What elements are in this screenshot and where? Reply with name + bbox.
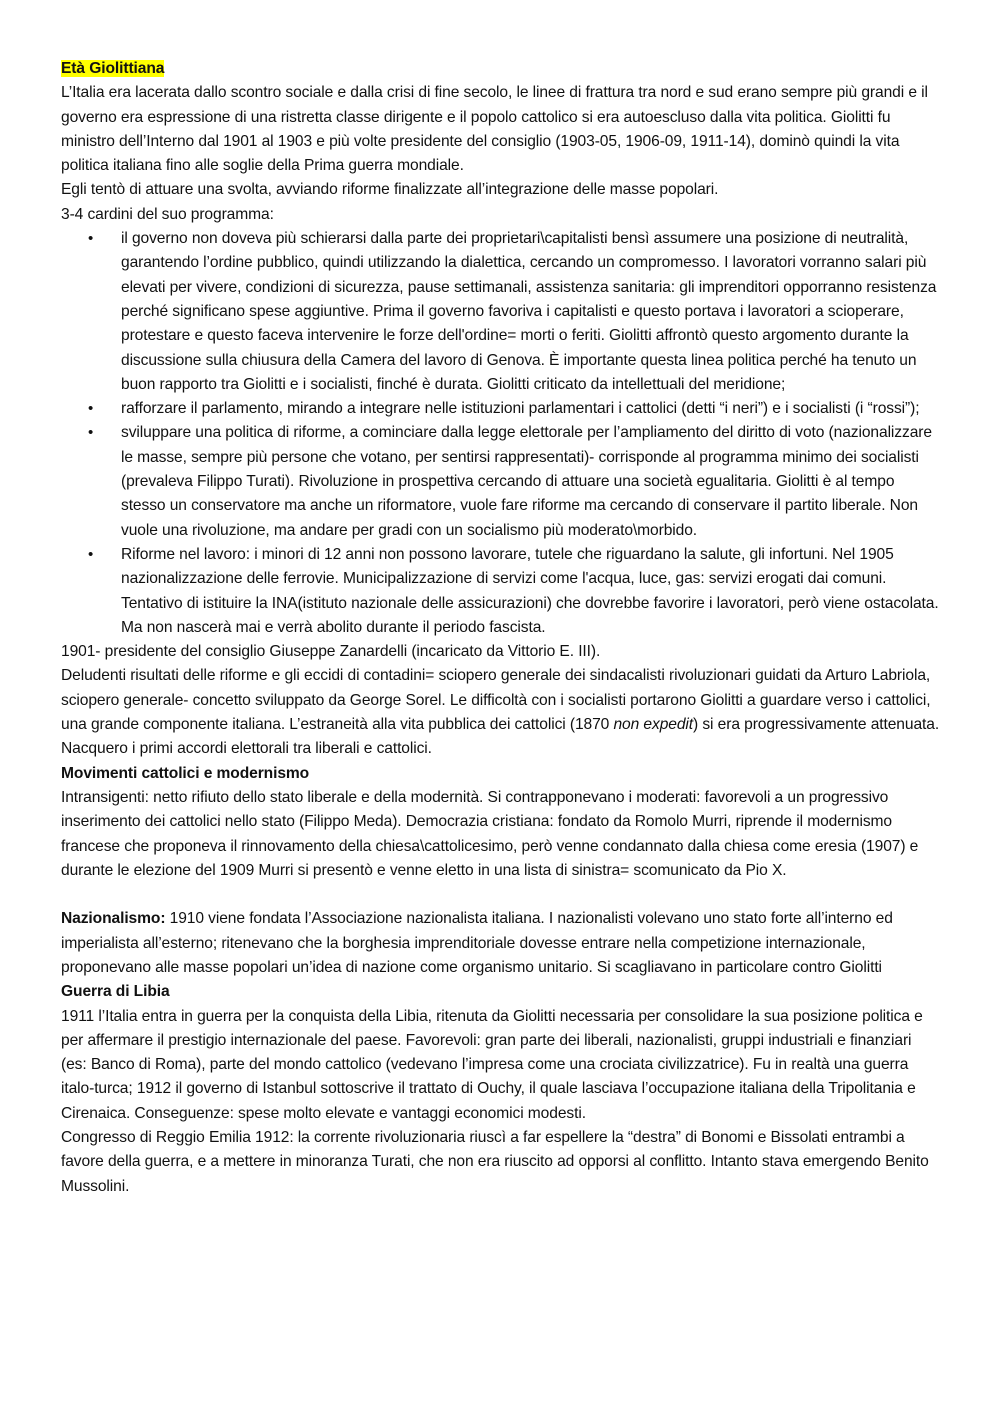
intro-paragraph-1: L’Italia era lacerata dallo scontro sociale e dalla crisi di fine secolo, le linee di frattura tra nord e sud erano sempre più grandi e il governo era espressione di una ristretta classe dirigente e il popolo cattolico si era autoescluso dalla vita politica. Giolitti fu ministro dell’Interno dal 1901 al 1903 e più volte presidente del consiglio (1903-05, 1906-09, 1911-14), dominò quindi la vita politica italiana fino alle soglie della Prima guerra mondiale. bbox=[61, 84, 928, 175]
nazionalismo-paragraph bbox=[61, 907, 941, 980]
blank-line bbox=[61, 883, 941, 907]
list-item bbox=[61, 397, 941, 421]
list-item-text: sviluppare una politica di riforme, a cominciare dalla legge elettorale per l’ampliamento del diritto di voto (nazionalizzare le masse, sempre più persone che votano, per sentirsi rappresentati)- corrisponde al programma minimo dei socialisti (prevaleva Filippo Turati). Rivoluzione in prospettiva cercando di attuare una società egualitaria. Giolitti è al tempo stesso un conservatore ma anche un riformatore, vuole fare riforme ma cercando di conservare il partito liberale. Non vuole una rivoluzione, ma andare per gradi con un socialismo più moderato\morbido. bbox=[121, 424, 932, 539]
title-highlight: Età Giolittiana bbox=[61, 60, 165, 77]
cardini-intro: 3-4 cardini del suo programma: bbox=[61, 205, 274, 223]
bullet-icon: • bbox=[88, 424, 94, 442]
deludenti-text-end: ) si era progressivamente attenuata. Nacquero i primi accordi elettorali tra liberali e cattolici. bbox=[61, 716, 940, 758]
movimenti-heading: Movimenti cattolici e modernismo bbox=[61, 764, 310, 782]
list-item-text: il governo non doveva più schierarsi dalla parte dei proprietari\capitalisti bensì assumere una posizione di neutralità, garantendo l’ordine pubblico, quindi utilizzando la dialettica, cercando un compromesso. I lavoratori vorranno salari più elevati per vivere, condizioni di sicurezza, pause settimanali, assistenza sanitaria: gli imprenditori opporranno resistenza perché significano spese aggiuntive. Prima il governo favoriva i capitalisti e questo portava i lavoratori a scioperare, protestare e questo faceva intervenire le forze dell'ordine= morti o feriti. Giolitti affrontò questo argomento durante la discussione sulla chiusura della Camera del lavoro di Genova. È importante questa linea politica perché ha tenuto un buon rapporto tra Giolitti e i socialisti, finché è durata. Giolitti criticato da intellettuali del meridione; bbox=[121, 230, 937, 393]
list-item-text: rafforzare il parlamento, mirando a integrare nelle istituzioni parlamentari i cattolici (detti “i neri”) e i socialisti (i “rossi”); bbox=[121, 400, 920, 418]
zanardelli-line: 1901- presidente del consiglio Giuseppe Zanardelli (incaricato da Vittorio E. III). bbox=[61, 643, 601, 661]
non-expedit-italic: non expedit bbox=[613, 716, 694, 734]
list-item bbox=[61, 543, 941, 640]
list-item bbox=[61, 421, 941, 542]
libia-paragraph: 1911 l’Italia entra in guerra per la conquista della Libia, ritenuta da Giolitti necessaria per consolidare la sua posizione politica e per affermare il prestigio internazionale del paese. Favorevoli: gran parte dei liberali, nazionalisti, gruppi industriali e finanziari (es: Banco di Roma), parte del mondo cattolico (vedevano l’impresa come una crociata civilizzatrice). Fu in realtà una guerra italo-turca; 1912 il governo di Istanbul sottoscrive il trattato di Ouchy, il quale lasciava l’occupazione italiana della Tripolitania e Cirenaica. Conseguenze: spese molto elevate e vantaggi economici modesti. bbox=[61, 1007, 923, 1122]
bullet-icon: • bbox=[88, 230, 94, 248]
deludenti-paragraph bbox=[61, 664, 941, 761]
movimenti-paragraph: Intransigenti: netto rifiuto dello stato liberale e della modernità. Si contrapponevano i moderati: favorevoli a un progressivo inserimento dei cattolici nello stato (Filippo Meda). Democrazia cristiana: fondato da Romolo Murri, riprende il modernismo francese che proponeva il rinnovamento della chiesa\cattolicesimo, però venne condannato dalla chiesa come eresia (1907) e durante le elezione del 1909 Murri si presentò e venne eletto in una lista di sinistra= scomunicato da Pio X. bbox=[61, 788, 919, 879]
nazionalismo-text: 1910 viene fondata l’Associazione nazionalista italiana. I nazionalisti volevano uno stato forte all’interno ed imperialista all’esterno; ritenevano che la borghesia imprenditoriale dovesse entrare nella competizione internazionale, proponevano alle masse popolari un’idea di nazione come organismo unitario. Si scagliavano in particolare contro Giolitti bbox=[61, 910, 893, 976]
cardini-list bbox=[61, 227, 941, 640]
nazionalismo-heading: Nazionalismo: bbox=[61, 910, 166, 928]
document-title bbox=[61, 57, 941, 81]
congresso-paragraph: Congresso di Reggio Emilia 1912: la corrente rivoluzionaria riuscì a far espellere la “destra” di Bonomi e Bissolati entrambi a favore della guerra, e a mettere in minoranza Turati, che non era riuscito ad opporsi al conflitto. Intanto stava emergendo Benito Mussolini. bbox=[61, 1129, 929, 1195]
list-item bbox=[61, 227, 941, 397]
bullet-icon: • bbox=[88, 400, 94, 418]
libia-heading: Guerra di Libia bbox=[61, 983, 170, 1001]
list-item-text: Riforme nel lavoro: i minori di 12 anni non possono lavorare, tutele che riguardano la salute, gli infortuni. Nel 1905 nazionalizzazione delle ferrovie. Municipalizzazione di servizi come l'acqua, luce, gas: servizi erogati dai comuni. Tentativo di istituire la INA(istituto nazionale delle assicurazioni) che dovrebbe favorire i lavoratori, però viene ostacolata. Ma non nascerà mai e verrà abolito durante il periodo fascista. bbox=[121, 545, 939, 636]
bullet-icon: • bbox=[88, 545, 94, 563]
intro-paragraph-2: Egli tentò di attuare una svolta, avviando riforme finalizzate all’integrazione delle masse popolari. bbox=[61, 181, 719, 199]
deludenti-text-start: Deludenti risultati delle riforme e gli eccidi di contadini= sciopero generale dei sindacalisti rivoluzionari guidati da Arturo Labriola, sciopero generale- concetto sviluppato da George Sorel. Le difficoltà con i socialisti portarono Giolitti a guardare verso i cattolici, una grande componente italiana. L’estraneità alla vita pubblica dei cattolici (1870 bbox=[61, 667, 931, 734]
document-page bbox=[61, 57, 941, 1199]
